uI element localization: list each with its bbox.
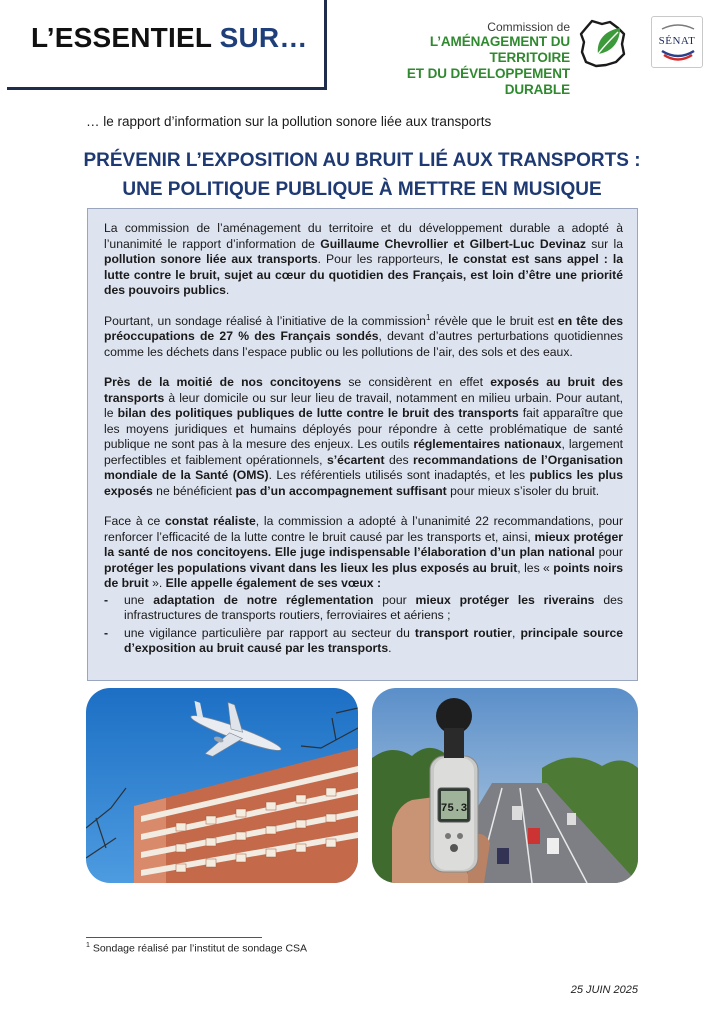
summary-paragraph-3: Près de la moitié de nos concitoyens se considèrent en effet exposés au bruit des transports à leur domicile ou sur leur lieu de travail, notamment en milieu urbain. Pour autant, le bilan des politiques publiques de lutte contre le bruit des transports fait apparaître que les moyens juridiques et humains déployés pour répondre à cette problématique de santé publique ne sont pas à la mesure des enjeux. Les outils réglementaires nationaux, largement perfectibles et faiblement opérationnels, s’écartent des recommandations de l’Organisation mondiale de la Santé (OMS). Les référentiels utilisés sont inadaptés, et les publics les plus exposés ne bénéficient pas d’un accompagnement suffisant pour mieux s’isoler du bruit. [104,375,624,498]
publication-date: 25 JUIN 2025 [570,984,638,996]
header-title: L’ESSENTIEL SUR… [31,22,308,53]
summary-paragraph-1: La commission de l’aménagement du territoire et du développement durable a adopté à l’unanimité le rapport d’information de Guillaume Chevrollier et Gilbert-Luc Devinaz sur la pollution sonore liée aux transports. Pour les rapporteurs, le constat est sans appel : la lutte contre le bruit, sujet au cœur du quotidien des Français, est loin d’être une priorité des pouvoirs publics. [104,221,623,297]
header-title-box [7,0,327,90]
summary-paragraph-4: Face à ce constat réaliste, la commission a adopté à l’unanimité 22 recommandations, pour renforcer l’efficacité de la lutte contre le bruit causé par les transports et, ainsi, mieux protéger la santé de nos concitoyens. Elle juge indispensable l’élaboration d’un plan national pour protéger les populations vivant dans les lieux les plus exposés au bruit, les « points noirs de bruit ». Elle appelle également de ses vœux : [104,514,624,590]
page-title-line2: UNE POLITIQUE PUBLIQUE À METTRE EN MUSIQUE [122,179,602,200]
senat-logo-text: SÉNAT [658,35,696,47]
airplane-building-photo [86,688,358,883]
report-subtitle: … le rapport d’information sur la pollution sonore liée aux transports [86,114,492,129]
recommendations-list [104,593,623,657]
list-item: - une adaptation de notre réglementation pour mieux protéger les riverains des infrastructures de transports routiers, ferroviaires et aériens ; [104,592,623,622]
page-title [30,146,694,204]
summary-paragraph-2: Pourtant, un sondage réalisé à l’initiative de la commission$^1$ révèle que le bruit est en tête des préoccupations de 27 % des Français sondés, devant d’autres perturbations quotidiennes comme les déchets dans l’espace public ou les pollutions de l’air, des sols et des eaux. [104,312,624,359]
sound-meter-highway-photo [372,688,638,883]
france-leaf-icon [578,18,628,70]
page-title-line1: PRÉVENIR L’EXPOSITION AU BRUIT LIÉ AUX TRANSPORTS : [83,150,641,171]
commission-line2: L’AMÉNAGEMENT DU TERRITOIRE [429,34,570,65]
commission-line1: Commission de [487,20,570,34]
list-item: - une vigilance particulière par rapport au secteur du transport routier, principale source d’exposition au bruit causé par les transports. [104,625,623,655]
footnote: $^1$ Sondage réalisé par l’institut de sondage CSA [86,942,308,955]
commission-line3: ET DU DÉVELOPPEMENT DURABLE [406,66,570,97]
footnote-ref[interactable]: 1 [425,312,431,322]
summary-box [87,208,638,681]
sound-meter-reading: 75.3 [440,803,468,815]
senat-logo [651,16,703,68]
commission-logo-text [346,20,570,98]
footnote-divider [86,937,262,938]
